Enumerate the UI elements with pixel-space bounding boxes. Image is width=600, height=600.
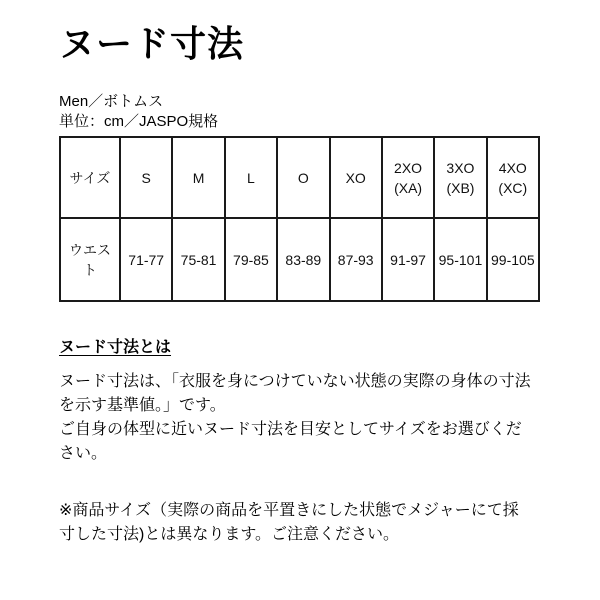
- subtitle-block: [59, 92, 544, 132]
- size-alt: (XB): [446, 179, 475, 196]
- size-cell: [487, 137, 539, 218]
- waist-cell: 83-89: [277, 218, 329, 301]
- size-value: 2XO: [394, 159, 423, 176]
- size-value: 4XO: [498, 159, 527, 176]
- size-cell: [277, 137, 329, 218]
- note-line: 寸した寸法)とは異なります。ご注意ください。: [59, 526, 400, 544]
- size-cell: [382, 137, 434, 218]
- body-line: を示す基準値。」です。: [59, 397, 226, 415]
- category-line: Men／ボトムス: [59, 93, 164, 111]
- size-alt: (XC): [498, 179, 528, 196]
- size-row-label: サイズ: [60, 137, 120, 218]
- size-value: XO: [345, 169, 366, 186]
- explanation-section: [59, 334, 544, 466]
- body-line: ヌード寸法は、「衣服を身につけていない状態の実際の身体の寸法: [59, 373, 531, 391]
- size-cell: [434, 137, 486, 218]
- body-line: ご自身の体型に近いヌード寸法を目安としてサイズをお選びくだ: [59, 421, 522, 439]
- waist-row-label: ウエスト: [60, 218, 120, 301]
- waist-cell: 95-101: [434, 218, 486, 301]
- size-cell: [120, 137, 172, 218]
- waist-cell: 79-85: [225, 218, 277, 301]
- size-table: [59, 136, 540, 302]
- waist-cell: 91-97: [382, 218, 434, 301]
- size-value: O: [297, 169, 309, 186]
- waist-cell: 99-105: [487, 218, 539, 301]
- size-header-row: [60, 137, 539, 218]
- product-size-note: [59, 499, 544, 547]
- waist-row: [60, 218, 539, 301]
- unit-line: 単位：cm／JASPO規格: [59, 113, 219, 131]
- waist-cell: 87-93: [330, 218, 382, 301]
- size-value: M: [192, 169, 205, 186]
- size-value: S: [141, 169, 151, 186]
- waist-cell: 75-81: [172, 218, 224, 301]
- size-alt: (XA): [394, 179, 423, 196]
- size-value: L: [247, 169, 255, 186]
- size-cell: [225, 137, 277, 218]
- explanation-body: [59, 370, 544, 466]
- size-value: 3XO: [446, 159, 475, 176]
- body-line: さい。: [59, 445, 108, 463]
- size-cell: [330, 137, 382, 218]
- waist-cell: 71-77: [120, 218, 172, 301]
- page-title: ヌード寸法: [59, 23, 245, 64]
- explanation-heading: ヌード寸法とは: [59, 339, 172, 357]
- note-line: ※商品サイズ（実際の商品を平置きにした状態でメジャーにて採: [59, 502, 519, 520]
- size-cell: [172, 137, 224, 218]
